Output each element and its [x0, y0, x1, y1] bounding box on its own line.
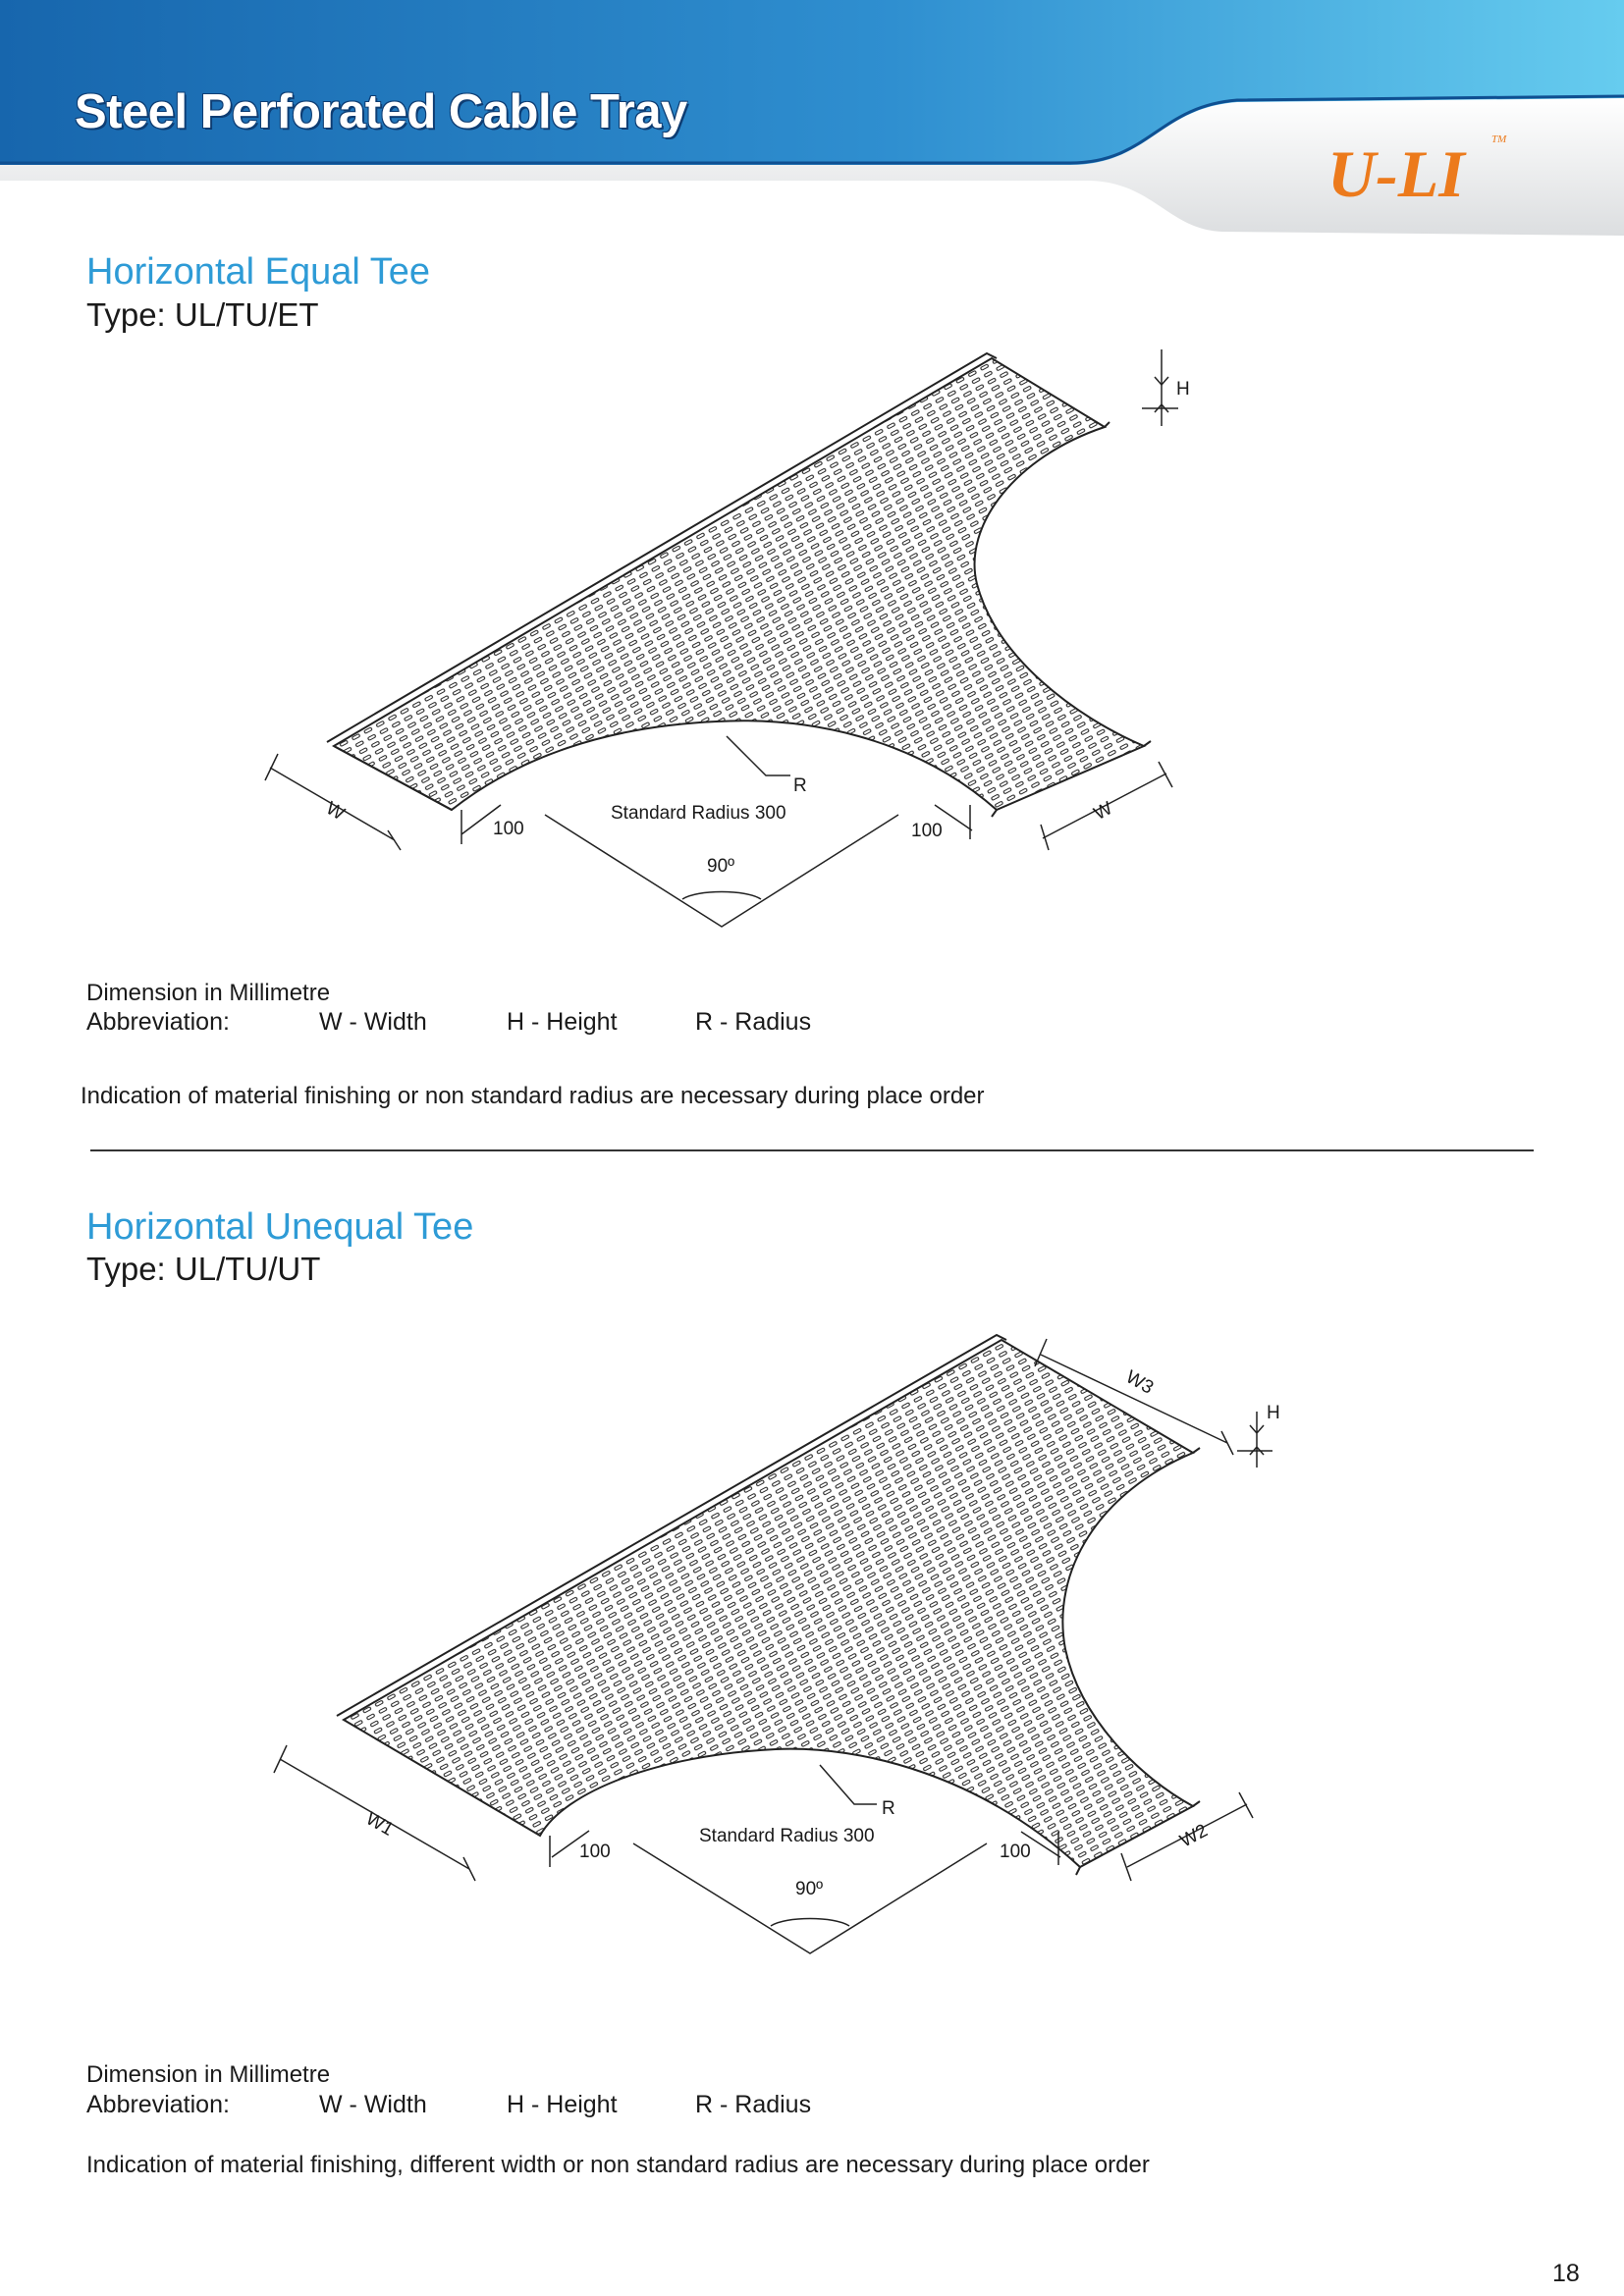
abbreviation-label: Abbreviation:: [86, 1008, 230, 1036]
section-type-unequal-tee: Type: UL/TU/UT: [86, 1251, 321, 1287]
page-header: [0, 0, 1624, 236]
section-title-unequal-tee: Horizontal Unequal Tee: [86, 1206, 474, 1248]
abbreviation-height: H - Height: [507, 2091, 618, 2118]
section-title-equal-tee: Horizontal Equal Tee: [86, 251, 430, 293]
unequal-tee-dimension-note: Dimension in Millimetre: [86, 2061, 331, 2088]
abbreviation-width: W - Width: [319, 1008, 427, 1036]
section-type-equal-tee: Type: UL/TU/ET: [86, 296, 319, 333]
unequal-tee-abbreviations: [86, 2091, 970, 2122]
equal-tee-width-right-label: W: [1090, 798, 1116, 826]
unequal-tee-radius-label: R: [882, 1798, 895, 1819]
page-title: Steel Perforated Cable Tray: [75, 85, 687, 138]
equal-tee-order-note: Indication of material finishing or non standard radius are necessary during place order: [81, 1083, 985, 1109]
equal-tee-height-label: H: [1176, 379, 1190, 400]
equal-tee-offset-left-label: 100: [493, 819, 524, 839]
abbreviation-label: Abbreviation:: [86, 2091, 230, 2118]
equal-tee-tray-body: [334, 358, 1144, 810]
abbreviation-width: W - Width: [319, 2091, 427, 2118]
section-divider: [90, 1149, 1534, 1151]
equal-tee-radius-label: R: [793, 775, 807, 796]
brand-logo: U-LI: [1327, 136, 1465, 211]
page-number: 18: [1552, 2260, 1580, 2287]
equal-tee-angle-label: 90º: [707, 856, 735, 877]
unequal-tee-tray-body: [344, 1340, 1193, 1867]
equal-tee-svg: [0, 344, 1624, 942]
equal-tee-width-left-label: W: [322, 797, 349, 826]
unequal-tee-width-left-label: W1: [361, 1808, 398, 1841]
unequal-tee-offset-left-label: 100: [579, 1842, 611, 1862]
unequal-tee-height-label: H: [1267, 1403, 1280, 1423]
equal-tee-offset-right-label: 100: [911, 821, 943, 841]
unequal-tee-radius-note: Standard Radius 300: [699, 1826, 875, 1846]
abbreviation-radius: R - Radius: [695, 1008, 812, 1036]
unequal-tee-angle-label: 90º: [795, 1879, 824, 1899]
unequal-tee-width-top-label: W3: [1121, 1366, 1158, 1399]
abbreviation-radius: R - Radius: [695, 2091, 812, 2118]
unequal-tee-offset-right-label: 100: [1000, 1842, 1031, 1862]
equal-tee-abbreviations: [86, 1008, 970, 1040]
abbreviation-height: H - Height: [507, 1008, 618, 1036]
equal-tee-dimension-note: Dimension in Millimetre: [86, 980, 331, 1006]
unequal-tee-svg: [0, 1296, 1624, 1973]
equal-tee-radius-note: Standard Radius 300: [611, 803, 786, 824]
unequal-tee-order-note: Indication of material finishing, different width or non standard radius are necessary during place order: [86, 2152, 1150, 2178]
unequal-tee-drawing: [0, 1296, 1624, 1973]
unequal-tee-width-right-label: W2: [1176, 1820, 1212, 1852]
equal-tee-drawing: [0, 344, 1624, 942]
trademark-mark: TM: [1491, 133, 1507, 145]
